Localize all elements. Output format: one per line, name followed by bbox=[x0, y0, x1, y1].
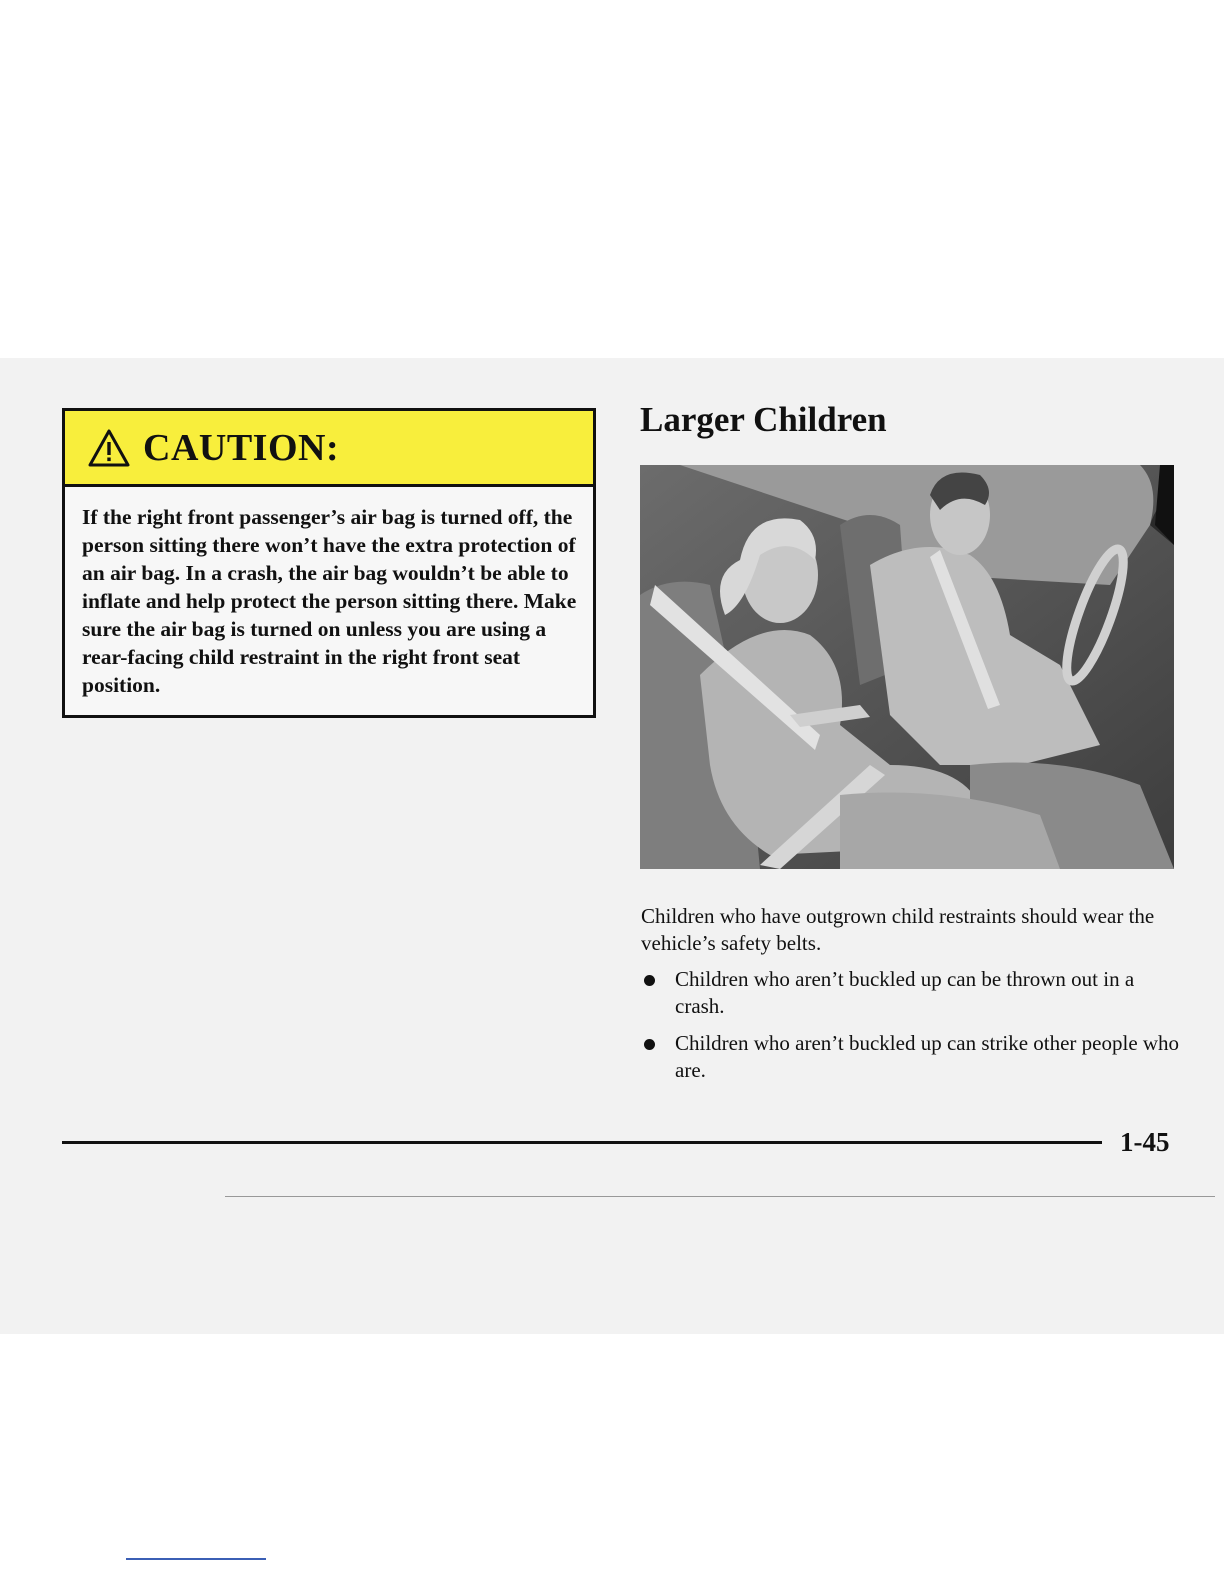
child-and-adult-wearing-safety-belts-illustration bbox=[640, 465, 1174, 869]
caution-header bbox=[65, 411, 593, 487]
scan-divider bbox=[225, 1196, 1215, 1197]
list-item-text: Children who aren’t buckled up can be thrown out in a crash. bbox=[675, 967, 1135, 1018]
bullet-icon bbox=[644, 1039, 655, 1050]
intro-paragraph: Children who have outgrown child restraints should wear the vehicle’s safety belts. bbox=[641, 904, 1155, 955]
caution-box bbox=[62, 408, 596, 718]
bottom-rule bbox=[126, 1558, 266, 1560]
section-heading: Larger Children bbox=[640, 400, 887, 439]
caution-text: If the right front passenger’s air bag is turned off, the person sitting there won’t have the extra protection of an air bag. In a crash, the air bag wouldn’t be able to inflate and help protect the person sitting there. Make sure the air bag is turned on unless you are using a rear-facing child restraint in the right front seat position. bbox=[82, 505, 577, 697]
page-number: 1-45 bbox=[1120, 1127, 1170, 1157]
bullet-list bbox=[641, 966, 1181, 1094]
footer-rule bbox=[62, 1141, 1102, 1144]
list-item bbox=[641, 966, 1181, 1020]
list-item-text: Children who aren’t buckled up can strike other people who are. bbox=[675, 1031, 1180, 1082]
bullet-icon bbox=[644, 975, 655, 986]
list-item bbox=[641, 1030, 1181, 1084]
caution-title: CAUTION: bbox=[143, 426, 340, 469]
warning-triangle-icon bbox=[87, 428, 131, 468]
